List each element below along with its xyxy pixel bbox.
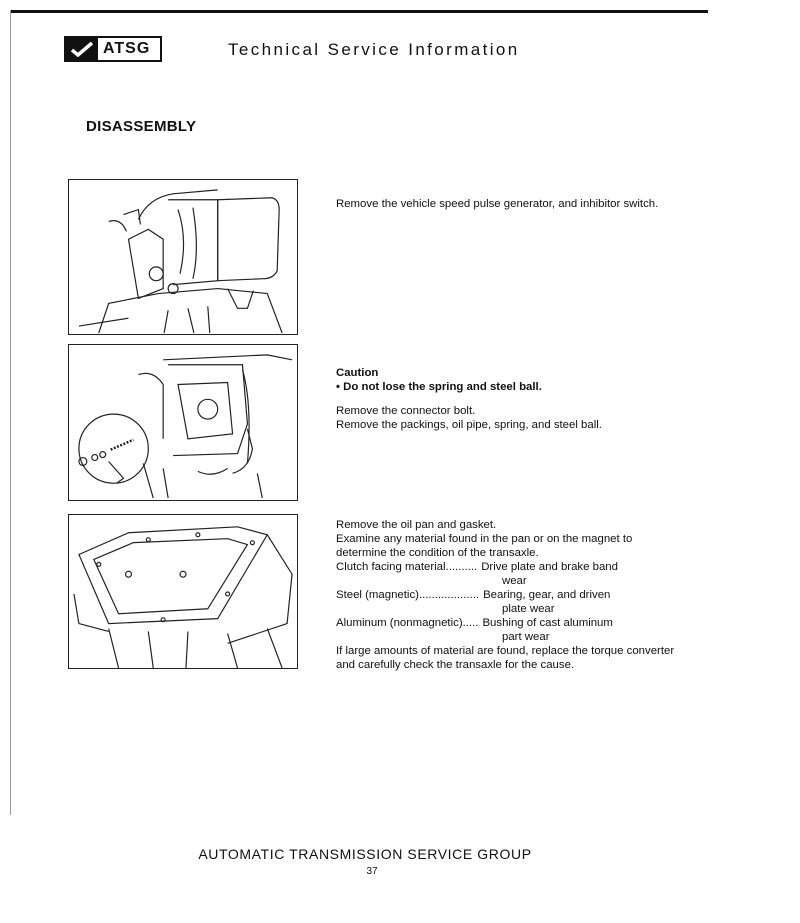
section-heading: DISASSEMBLY (86, 118, 197, 135)
step-3-line-1: Remove the oil pan and gasket. (336, 519, 497, 531)
figure-speed-pulse-generator (68, 179, 298, 335)
figure-connector-bolt-spring (68, 344, 298, 501)
left-margin-rule (10, 10, 11, 815)
material-description-cont: plate wear (502, 603, 555, 615)
atsg-logo (64, 36, 162, 62)
check-mark-icon (66, 38, 98, 60)
logo-text: ATSG (103, 40, 151, 57)
step-1-instructions (336, 197, 676, 211)
figure-oil-pan (68, 514, 298, 669)
material-description: Bushing of cast aluminum (482, 617, 613, 629)
top-rule (10, 10, 708, 13)
material-row (336, 616, 676, 630)
step-1-text: Remove the vehicle speed pulse generator, and inhibitor switch. (336, 198, 659, 210)
page-number: 37 (366, 866, 378, 877)
step-3-closing: If large amounts of material are found, replace the torque converter and carefully check the transaxle for the cause. (336, 645, 675, 671)
step-2-line-2: Remove the packings, oil pipe, spring, and steel ball. (336, 419, 602, 431)
material-label: Clutch facing material (336, 561, 446, 573)
material-description-cont: wear (502, 575, 527, 587)
step-2-instructions (336, 366, 676, 432)
footer-title: AUTOMATIC TRANSMISSION SERVICE GROUP (198, 846, 532, 862)
material-leader-dots: .......... (445, 561, 478, 573)
step-3-instructions (336, 518, 676, 672)
material-row (336, 588, 676, 602)
caution-title: Caution (336, 367, 379, 379)
material-description-cont: part wear (502, 631, 550, 643)
material-row (336, 560, 676, 574)
step-2-line-1: Remove the connector bolt. (336, 405, 476, 417)
material-leader-dots: ................... (418, 589, 480, 601)
material-label: Steel (magnetic) (336, 589, 419, 601)
material-leader-dots: ..... (462, 617, 479, 629)
material-description: Bearing, gear, and driven (483, 589, 611, 601)
material-label: Aluminum (nonmagnetic) (336, 617, 463, 629)
step-3-line-2: Examine any material found in the pan or on the magnet to determine the condition of the transaxle. (336, 533, 633, 559)
caution-item: • Do not lose the spring and steel ball. (336, 381, 542, 393)
material-description: Drive plate and brake band (481, 561, 618, 573)
header-title: Technical Service Information (228, 40, 520, 59)
